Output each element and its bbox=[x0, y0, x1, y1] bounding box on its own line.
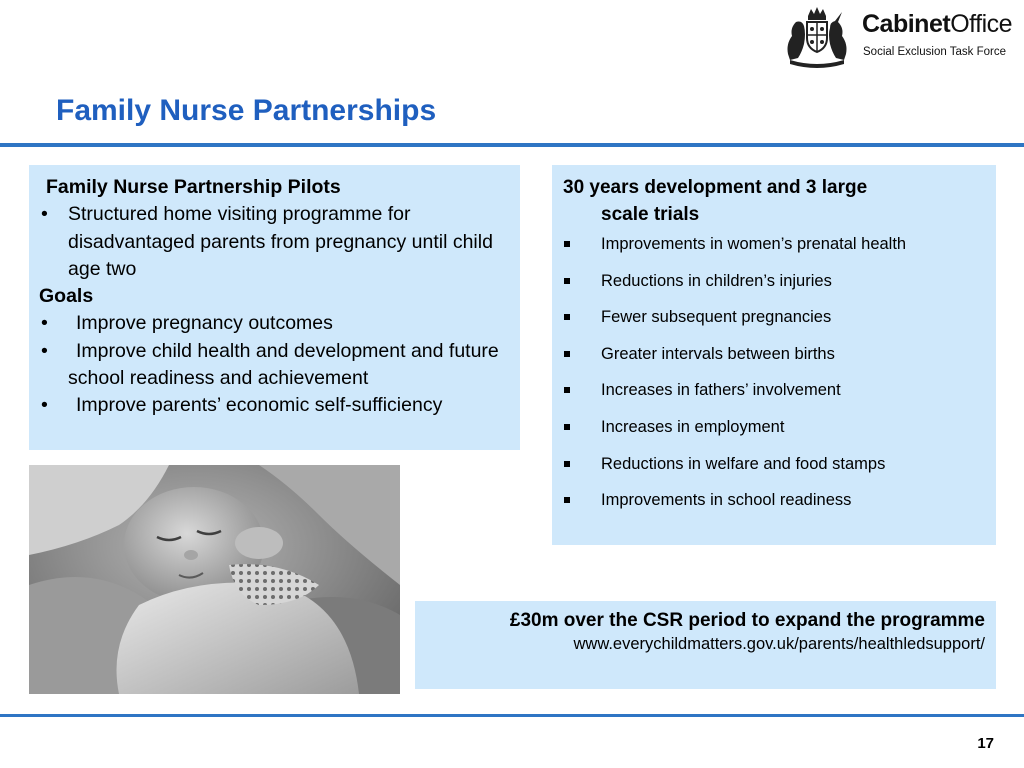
square-bullet-icon bbox=[564, 424, 570, 430]
footer-divider bbox=[0, 714, 1024, 717]
funding-amount: £30m over the CSR period to expand the programme bbox=[509, 610, 985, 631]
page-title: Family Nurse Partnerships bbox=[56, 94, 437, 127]
funding-link[interactable]: www.everychildmatters.gov.uk/parents/healthledsupport/ bbox=[573, 635, 985, 653]
page-number: 17 bbox=[977, 735, 994, 752]
outcome-text: Improvements in school readiness bbox=[601, 491, 852, 510]
outcome-text: Fewer subsequent pregnancies bbox=[601, 308, 832, 327]
bullet-icon: • bbox=[41, 339, 48, 362]
cabinet-office-logo bbox=[782, 4, 1018, 68]
goals-label: Goals bbox=[39, 285, 94, 308]
bullet-icon: • bbox=[41, 312, 48, 335]
header-divider bbox=[0, 143, 1024, 147]
square-bullet-icon bbox=[564, 241, 570, 247]
outcome-item bbox=[563, 417, 986, 437]
square-bullet-icon bbox=[564, 461, 570, 467]
goal-text: Improve child health and development and future school readiness and achievement bbox=[68, 339, 499, 390]
outcome-item bbox=[563, 307, 986, 327]
outcome-text: Reductions in welfare and food stamps bbox=[601, 454, 886, 473]
outcomes-heading-line2: scale trials bbox=[601, 204, 700, 225]
square-bullet-icon bbox=[564, 387, 570, 393]
outcome-item bbox=[563, 454, 986, 474]
pilot-description-text: Structured home visiting programme for disadvantaged parents from pregnancy until child age two bbox=[68, 203, 493, 280]
outcome-item bbox=[563, 271, 986, 291]
bullet-icon: • bbox=[41, 394, 48, 417]
pilot-description-item bbox=[39, 201, 510, 283]
royal-crest-icon bbox=[782, 4, 852, 68]
square-bullet-icon bbox=[564, 278, 570, 284]
outcome-text: Improvements in women’s prenatal health bbox=[601, 235, 907, 253]
goal-item bbox=[39, 338, 510, 393]
outcomes-panel bbox=[552, 165, 996, 545]
square-bullet-icon bbox=[564, 497, 570, 503]
goal-item bbox=[39, 310, 510, 337]
square-bullet-icon bbox=[564, 351, 570, 357]
logo-subtitle: Social Exclusion Task Force bbox=[863, 46, 1006, 58]
outcome-item bbox=[563, 234, 986, 254]
pilots-panel bbox=[29, 165, 520, 450]
goal-item bbox=[39, 392, 510, 419]
funding-box bbox=[415, 601, 996, 689]
outcomes-list bbox=[563, 234, 986, 510]
outcome-item bbox=[563, 490, 986, 510]
sleeping-baby-illustration bbox=[29, 465, 400, 694]
logo-wordmark-light: Office bbox=[950, 10, 1013, 38]
outcome-text: Greater intervals between births bbox=[601, 344, 835, 363]
pilots-heading: Family Nurse Partnership Pilots bbox=[46, 176, 341, 198]
sleeping-baby-photo bbox=[29, 465, 400, 694]
goal-text: Improve parents’ economic self-sufficiency bbox=[76, 394, 443, 417]
outcome-item bbox=[563, 344, 986, 364]
outcomes-heading-line1: 30 years development and 3 large bbox=[563, 177, 868, 198]
bullet-icon: • bbox=[41, 203, 48, 226]
outcomes-heading bbox=[563, 174, 986, 228]
outcome-text: Increases in fathers’ involvement bbox=[601, 381, 841, 400]
goal-text: Improve pregnancy outcomes bbox=[76, 312, 333, 335]
logo-wordmark-bold: Cabinet bbox=[862, 10, 951, 38]
logo-wordmark bbox=[862, 12, 1012, 37]
outcome-text: Reductions in children’s injuries bbox=[601, 271, 832, 290]
outcome-text: Increases in employment bbox=[601, 417, 785, 436]
square-bullet-icon bbox=[564, 314, 570, 320]
outcome-item bbox=[563, 380, 986, 400]
